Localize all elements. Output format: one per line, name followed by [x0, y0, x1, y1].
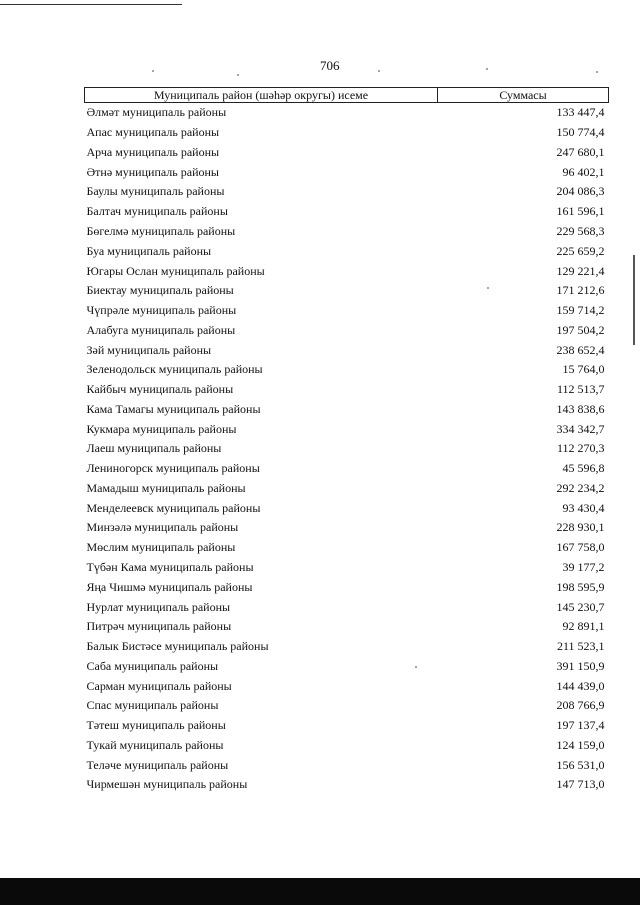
- district-name-cell: Бөгелмә муниципаль районы: [86, 223, 236, 238]
- district-name-cell: Чүпрәле муниципаль районы: [86, 303, 237, 318]
- scan-bottom-edge: [0, 878, 640, 905]
- amount-cell: 112 270,3: [556, 441, 605, 456]
- district-name-cell: Зеленодольск муниципаль районы: [86, 362, 263, 377]
- district-name-cell: Лаеш муниципаль районы: [86, 441, 222, 456]
- table-row: [85, 439, 609, 459]
- table-row: [85, 558, 609, 578]
- table-row: [85, 498, 609, 518]
- amount-cell: 198 595,9: [556, 579, 605, 594]
- page-number: 706: [320, 58, 340, 73]
- table-row: [85, 479, 609, 499]
- table-row: [85, 617, 609, 637]
- amount-cell: 159 714,2: [556, 303, 605, 318]
- table-header-row: [85, 88, 609, 103]
- amount-cell: 133 447,4: [556, 105, 605, 120]
- amount-cell: 124 159,0: [556, 737, 605, 752]
- amount-cell: 197 137,4: [556, 718, 605, 733]
- amount-cell: 147 713,0: [556, 777, 605, 792]
- column-header-district: Муниципаль район (шәһәр округы) исеме: [85, 88, 438, 103]
- amount-cell: 238 652,4: [556, 342, 605, 357]
- table-row: [85, 380, 609, 400]
- table-row: [85, 538, 609, 558]
- district-name-cell: Сарман муниципаль районы: [86, 678, 232, 693]
- district-name-cell: Балык Бистәсе муниципаль районы: [86, 639, 269, 654]
- table-row: [85, 222, 609, 242]
- district-name-cell: Баулы муниципаль районы: [86, 184, 225, 199]
- amount-cell: 292 234,2: [556, 480, 605, 495]
- table-row: [85, 261, 609, 281]
- district-name-cell: Балтач муниципаль районы: [86, 204, 228, 219]
- column-header-amount: Суммасы: [438, 88, 609, 103]
- table-row: [85, 103, 609, 123]
- table-row: [85, 360, 609, 380]
- district-name-cell: Биектау муниципаль районы: [86, 283, 234, 298]
- district-name-cell: Түбән Кама муниципаль районы: [86, 559, 254, 574]
- table-row: [85, 736, 609, 756]
- amount-cell: 197 504,2: [556, 322, 605, 337]
- table-row: [85, 755, 609, 775]
- amount-cell: 247 680,1: [556, 144, 605, 159]
- amount-cell: 150 774,4: [556, 125, 605, 140]
- district-name-cell: Мамадыш муниципаль районы: [86, 480, 246, 495]
- table-row: [85, 202, 609, 222]
- amount-cell: 208 766,9: [556, 698, 605, 713]
- scan-speck: [237, 74, 239, 76]
- district-name-cell: Апас муниципаль районы: [86, 125, 220, 140]
- district-name-cell: Алабуга муниципаль районы: [86, 322, 236, 337]
- table-row: [85, 775, 609, 795]
- district-name-cell: Лениногорск муниципаль районы: [86, 461, 260, 476]
- table-row: [85, 143, 609, 163]
- district-name-cell: Зәй муниципаль районы: [86, 342, 212, 357]
- district-name-cell: Нурлат муниципаль районы: [86, 599, 231, 614]
- amount-cell: 391 150,9: [556, 658, 605, 673]
- amount-cell: 225 659,2: [556, 243, 605, 258]
- table-row: [85, 301, 609, 321]
- scan-speck: [596, 71, 598, 73]
- district-name-cell: Әлмәт муниципаль районы: [86, 105, 227, 120]
- scan-speck: [378, 70, 380, 72]
- district-name-cell: Югары Ослан муниципаль районы: [86, 263, 265, 278]
- district-name-cell: Әтнә муниципаль районы: [86, 164, 219, 179]
- amount-cell: 334 342,7: [556, 421, 605, 436]
- scan-speck: [152, 70, 154, 72]
- scan-edge-mark: [633, 255, 635, 345]
- amount-cell: 143 838,6: [556, 401, 605, 416]
- table-row: [85, 399, 609, 419]
- table-row: [85, 182, 609, 202]
- amount-cell: 129 221,4: [556, 263, 605, 278]
- table-row: [85, 340, 609, 360]
- district-name-cell: Минзәлә муниципаль районы: [86, 520, 239, 535]
- district-name-cell: Саба муниципаль районы: [86, 658, 219, 673]
- table-row: [85, 696, 609, 716]
- table-row: [85, 241, 609, 261]
- table-row: [85, 716, 609, 736]
- table-row: [85, 459, 609, 479]
- district-name-cell: Мөслим муниципаль районы: [86, 540, 236, 555]
- district-name-cell: Кукмара муниципаль районы: [86, 421, 237, 436]
- amount-cell: 211 523,1: [556, 639, 605, 654]
- amount-cell: 45 596,8: [562, 461, 605, 476]
- table-row: [85, 320, 609, 340]
- table-row: [85, 656, 609, 676]
- amount-cell: 204 086,3: [556, 184, 605, 199]
- district-name-cell: Яңа Чишмә муниципаль районы: [86, 579, 253, 594]
- amount-cell: 161 596,1: [556, 204, 605, 219]
- table-row: [85, 162, 609, 182]
- district-name-cell: Питрәч муниципаль районы: [86, 619, 232, 634]
- budget-table: [84, 87, 609, 795]
- amount-cell: 156 531,0: [556, 757, 605, 772]
- district-name-cell: Буа муниципаль районы: [86, 243, 212, 258]
- table-row: [85, 281, 609, 301]
- district-name-cell: Менделеевск муниципаль районы: [86, 500, 261, 515]
- table-row: [85, 676, 609, 696]
- amount-cell: 15 764,0: [562, 362, 605, 377]
- district-name-cell: Арча муниципаль районы: [86, 144, 220, 159]
- scan-edge-line: [0, 4, 182, 5]
- amount-cell: 229 568,3: [556, 223, 605, 238]
- amount-cell: 228 930,1: [556, 520, 605, 535]
- amount-cell: 171 212,6: [556, 283, 605, 298]
- table-row: [85, 419, 609, 439]
- district-name-cell: Чирмешән муниципаль районы: [86, 777, 248, 792]
- table-body: [85, 103, 609, 795]
- district-name-cell: Кама Тамагы муниципаль районы: [86, 401, 261, 416]
- amount-cell: 39 177,2: [562, 559, 605, 574]
- table-row: [85, 637, 609, 657]
- amount-cell: 144 439,0: [556, 678, 605, 693]
- amount-cell: 145 230,7: [556, 599, 605, 614]
- district-name-cell: Теләче муниципаль районы: [86, 757, 229, 772]
- amount-cell: 92 891,1: [562, 619, 605, 634]
- district-name-cell: Тәтеш муниципаль районы: [86, 718, 226, 733]
- table-row: [85, 597, 609, 617]
- district-name-cell: Тукай муниципаль районы: [86, 737, 224, 752]
- table-row: [85, 123, 609, 143]
- table-row: [85, 577, 609, 597]
- amount-cell: 112 513,7: [556, 382, 605, 397]
- amount-cell: 167 758,0: [556, 540, 605, 555]
- scan-speck: [486, 68, 488, 70]
- district-name-cell: Кайбыч муниципаль районы: [86, 382, 234, 397]
- amount-cell: 93 430,4: [562, 500, 605, 515]
- district-name-cell: Спас муниципаль районы: [86, 698, 219, 713]
- amount-cell: 96 402,1: [562, 164, 605, 179]
- table-row: [85, 518, 609, 538]
